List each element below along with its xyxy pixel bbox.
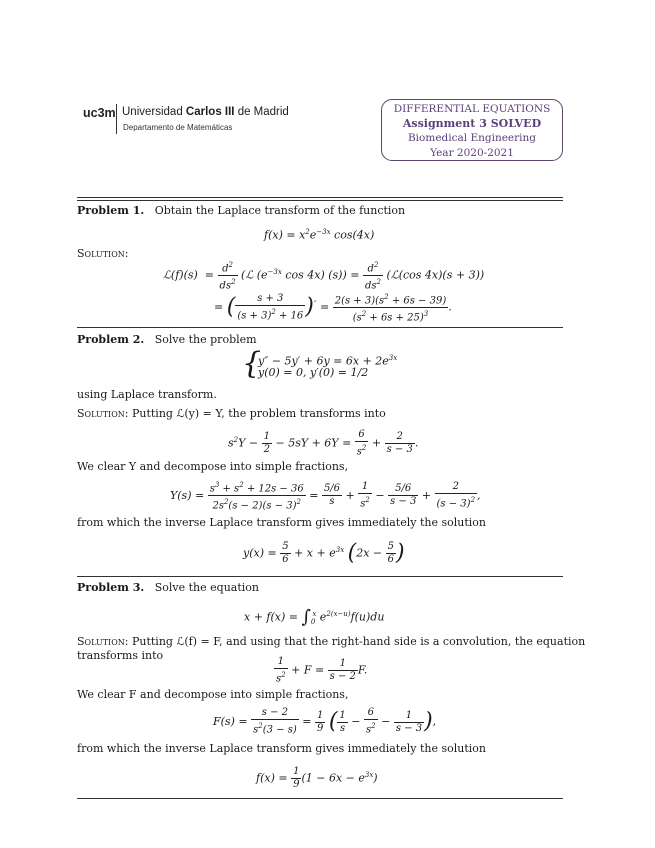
degree-name: Biomedical Engineering (407, 132, 537, 144)
problem-3-decomposition: F(s) = $\frac{s - 2}{s^2(3 - s)}$ = $\frac{1}{9}$ ( $\frac{1}{s}$ − $\frac{6}{s^2}$ − $\frac{1}{s - 3}$ ), (213, 707, 437, 736)
academic-year: Year 2020-2021 (430, 146, 514, 159)
problem-2-transformed: $s^2Y$ − $\frac{1}{2}$ − 5sY + 6Y = $\frac{6}{s^2}$ + $\frac{2}{s - 3}$ . (228, 428, 419, 458)
problem-2-answer: y(x) = $\frac{5}{6}$ + $x + e^{3x}$ (2x − $\frac{5}{6}$ ) (243, 540, 405, 566)
problem-1: Problem 1. Obtain the Laplace transform of the function (77, 204, 406, 217)
problem-3-equation: $x + f(x) = \int_0^x$ $e^{2(x-u)}f(u)du$ (244, 606, 385, 628)
logo-divider (116, 104, 117, 134)
problem-1-solution-label: Solution: (77, 247, 129, 260)
course-info-box (381, 99, 563, 161)
problem-3-inverse-text: from which the inverse Laplace transform gives immediately the solution (77, 742, 486, 755)
university-name: Universidad Carlos III de Madrid (122, 106, 289, 118)
rule-2 (77, 576, 563, 577)
rule-1 (77, 327, 563, 328)
problem-2-inverse-text: from which the inverse Laplace transform gives immediately the solution (77, 516, 486, 529)
problem-3-answer: f(x) = $\frac{1}{9}$ $(1 - 6x - e^{3x})$ (256, 766, 378, 791)
problem-2-clear-text: We clear Y and decompose into simple fractions, (77, 460, 349, 473)
problem-2-decomposition: Y(s) = $\frac{s^3 + s^2 + 12s - 36}{2s^2(s - 2)(s - 3)^2}$ = $\frac{5/6}{s}$ + $\frac{1}{s^2}$ − $\frac{5/6}{s - 3}$ + $\frac{2}{(s - 3)^2}$ , (170, 481, 481, 512)
bottom-rule (77, 798, 563, 799)
problem-1-line-2: = ( $\frac{s + 3}{(s + 3)^2 + 16}$ )″ = $\frac{2(s + 3)(s^2 + 6s - 39)}{(s^2 + 6s + 25)^3}$ . (214, 292, 452, 324)
problem-2-method: using Laplace transform. (77, 388, 217, 401)
course-title: DIFFERENTIAL EQUATIONS (393, 103, 551, 115)
problem-1-function: $f(x) = x^2e^{-3x}$ cos(4x) (264, 228, 375, 242)
top-rule-2 (77, 200, 563, 201)
department-name: Departamento de Matemáticas (123, 123, 233, 132)
problem-3-solution-intro: Solution: Putting ℒ(f) = F, and using that the right-hand side is a convolution, the equation (77, 635, 586, 648)
problem-3-solution-intro-2: transforms into (77, 649, 164, 662)
problem-2: Problem 2. Solve the problem (77, 333, 257, 346)
problem-2-solution-intro: Solution: Putting ℒ(y) = Y, the problem transforms into (77, 407, 386, 420)
problem-3: Problem 3. Solve the equation (77, 581, 259, 594)
top-rule (77, 197, 563, 198)
uc3m-logo-mark: uc3m (83, 106, 116, 120)
problem-1-line-1: ℒ(f)(s) = $\frac{d^2}{ds^2}$ (ℒ ($e^{-3x}$ cos 4x) (s)) = $\frac{d^2}{ds^2}$ (ℒ(cos 4x)(s + 3)) (163, 260, 485, 292)
problem-3-clear-text: We clear F and decompose into simple fractions, (77, 688, 349, 701)
problem-3-transformed: $\frac{1}{s^2}$ + F = $\frac{1}{s - 2}$ F. (276, 656, 368, 685)
assignment-title: Assignment 3 SOLVED (402, 116, 542, 130)
